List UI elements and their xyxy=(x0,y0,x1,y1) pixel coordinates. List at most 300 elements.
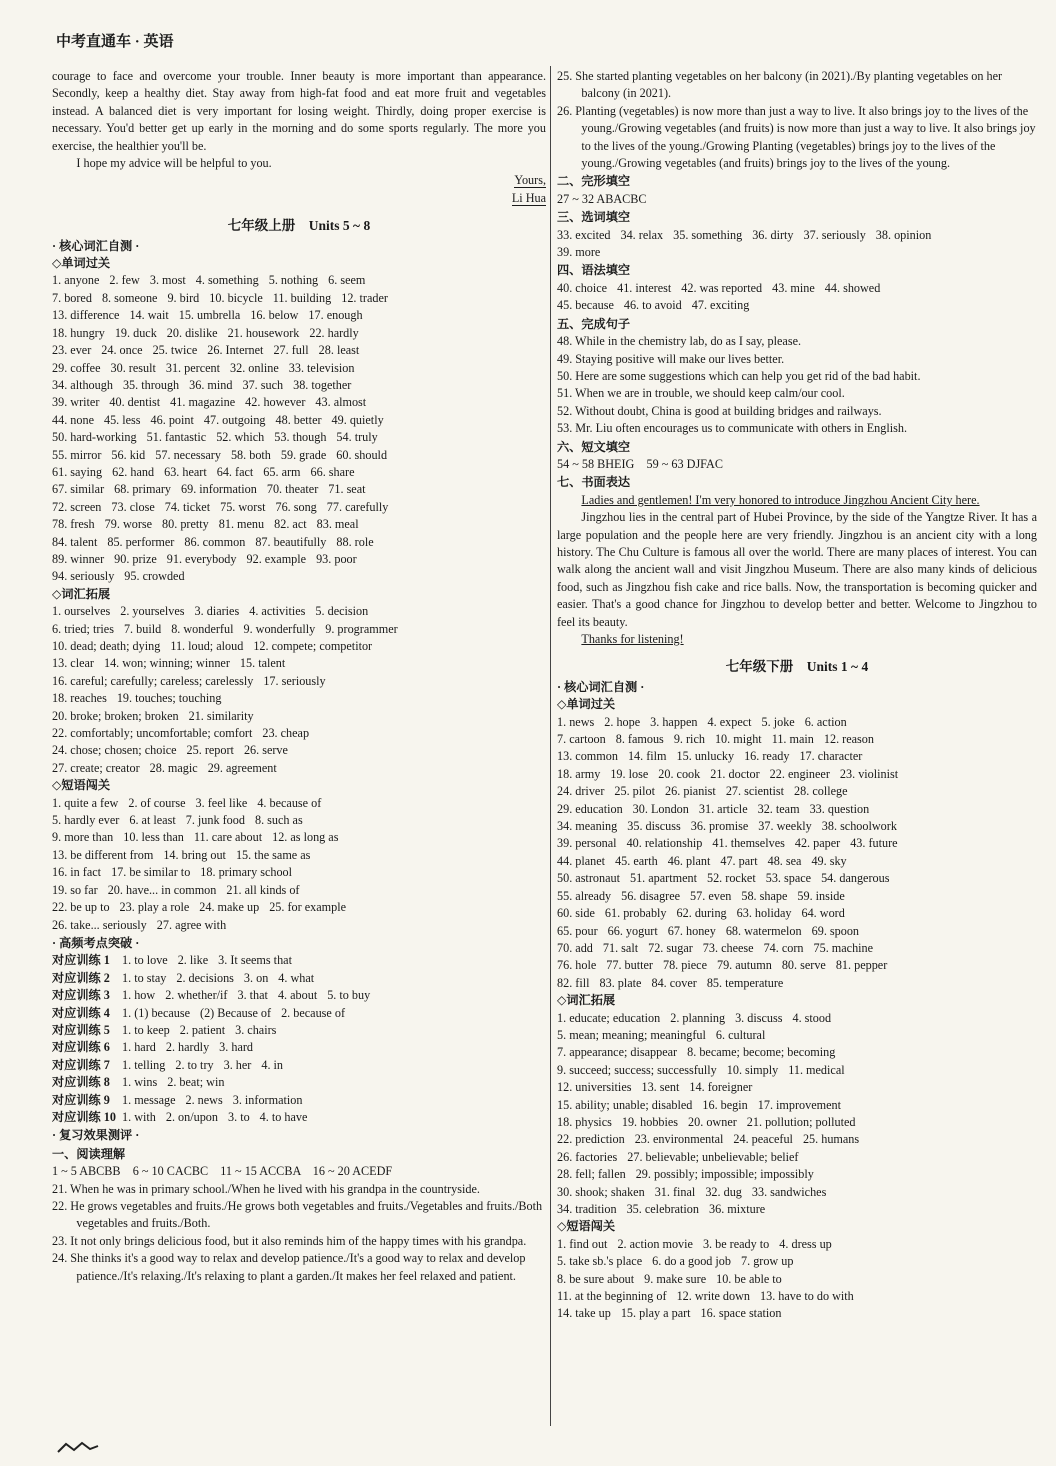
answer-item: 68. primary xyxy=(114,482,172,497)
answer-item: 13. have to do with xyxy=(760,1289,854,1304)
answer-item: 79. autumn xyxy=(716,958,772,973)
answer-item: 5. decision xyxy=(315,604,369,619)
answer-row xyxy=(557,975,1037,992)
answer-item: 15. unlucky xyxy=(676,749,735,764)
answer-item: 66. share xyxy=(310,464,355,479)
answer-item: 2. patient xyxy=(179,1022,226,1037)
answer-item: 21. pollution; polluted xyxy=(746,1114,856,1129)
answer-item: 3. It seems that xyxy=(218,953,292,968)
answer-item: 8. someone xyxy=(101,290,158,305)
answer-item: 24. make up xyxy=(199,900,260,915)
answer-item: 39. more xyxy=(557,245,601,260)
answer-item: 5. joke xyxy=(761,714,795,729)
answer-item: 22. be up to xyxy=(52,900,110,915)
answer-row xyxy=(52,708,546,725)
answer-item: 23. play a role xyxy=(119,900,190,915)
answer-item: 28. least xyxy=(318,343,360,358)
answer-item: 4. what xyxy=(278,970,315,985)
answer-item: 3. chairs xyxy=(235,1022,277,1037)
unit-title: 七年级上册 Units 5 ~ 8 xyxy=(227,218,371,234)
answer-item: 2. to try xyxy=(175,1057,214,1072)
answer-row xyxy=(52,272,546,289)
answer-item: 36. mixture xyxy=(709,1202,766,1216)
answer-row xyxy=(52,290,546,307)
answer-row xyxy=(52,829,546,846)
answer-item: 25. She started planting vegetables on her balcony (in 2021)./By planting vegetables on her balcony (in 2021). xyxy=(557,69,1003,101)
drill-row xyxy=(52,1039,546,1056)
answer-item: 76. song xyxy=(275,499,317,514)
answer-item: 80. serve xyxy=(781,958,826,973)
answer-item: 27. full xyxy=(273,343,309,358)
answer-row xyxy=(557,1062,1037,1079)
answer-item: 77. carefully xyxy=(326,499,389,514)
cloze-answers: 27 ~ 32 ABACBC xyxy=(557,191,647,206)
answer-item: 11. main xyxy=(771,732,814,747)
answer-item: 56. disagree xyxy=(621,888,681,903)
section-title: · 高频考点突破 · xyxy=(52,935,140,950)
answer-item: 10. bicycle xyxy=(209,290,263,305)
drill-row xyxy=(52,1109,546,1126)
answer-item: 44. showed xyxy=(824,280,881,295)
answer-item: 82. fill xyxy=(557,975,590,990)
answer-row xyxy=(557,1149,1037,1166)
essay-paragraph: I hope my advice will be helpful to you. xyxy=(76,156,272,171)
answer-row xyxy=(557,1079,1037,1096)
answer-item: 1. with xyxy=(122,1109,156,1124)
section-heading: 四、语法填空 xyxy=(557,263,631,278)
answer-item: 10. simply xyxy=(726,1062,779,1077)
answer-item: 80. pretty xyxy=(162,517,209,532)
answer-row xyxy=(557,1027,1037,1044)
answer-row xyxy=(52,812,546,829)
answer-item: 70. theater xyxy=(266,482,319,497)
answer-item: 2. yourselves xyxy=(120,604,185,619)
answer-item: 79. worse xyxy=(104,517,153,532)
answer-item: 27. agree with xyxy=(156,917,227,932)
drill-row xyxy=(52,1022,546,1039)
answer-row xyxy=(557,297,1037,314)
answer-item: 57. necessary xyxy=(155,447,221,462)
answer-item: 5. take sb.'s place xyxy=(557,1254,643,1269)
answer-row xyxy=(557,957,1037,974)
answer-item: 89. winner xyxy=(52,551,105,566)
answer-item: 74. ticket xyxy=(164,499,211,514)
answer-row xyxy=(52,638,546,655)
answer-item: 53. space xyxy=(765,871,812,886)
answer-item: 73. close xyxy=(111,499,155,514)
answer-row xyxy=(557,1044,1037,1061)
answer-item: 88. role xyxy=(336,534,374,549)
answer-item: 10. less than xyxy=(123,830,184,845)
answer-item: 38. schoolwork xyxy=(821,819,897,834)
answer-item: 15. play a part xyxy=(620,1306,691,1321)
answer-item: 35. through xyxy=(122,377,180,392)
answer-item: 85. performer xyxy=(107,534,175,549)
answer-item: 14. film xyxy=(627,749,667,764)
answer-item: 27. believable; unbelievable; belief xyxy=(627,1149,799,1164)
answer-item: 1. anyone xyxy=(52,273,100,288)
answer-item: 1. wins xyxy=(122,1075,158,1090)
answer-row xyxy=(52,551,546,568)
answer-item: 38. opinion xyxy=(875,227,932,242)
answer-item: 11. loud; aloud xyxy=(170,639,244,653)
answer-item: 22. comfortably; uncomfortable; comfort xyxy=(52,726,253,741)
answer-item: 3. most xyxy=(149,273,186,288)
answer-item: 8. wonderful xyxy=(171,621,234,636)
answer-item: 61. saying xyxy=(52,464,103,479)
answer-item: 45. because xyxy=(557,298,614,313)
answer-item: 36. mind xyxy=(189,377,233,392)
answer-item: 28. college xyxy=(794,784,848,799)
answer-item: 8. such as xyxy=(254,813,303,828)
answer-item: 18. army xyxy=(557,766,601,781)
answer-row xyxy=(52,864,546,881)
answer-item: 63. heart xyxy=(164,464,207,479)
answer-item: 92. example xyxy=(246,551,307,566)
answer-row xyxy=(52,307,546,324)
answer-item: 48. sea xyxy=(767,853,802,868)
answer-item: 50. hard-working xyxy=(52,430,137,445)
answer-item: 75. machine xyxy=(813,940,874,955)
answer-row xyxy=(52,464,546,481)
subsection-title: ◇ 词汇拓展 xyxy=(52,586,546,603)
answer-item: 95. crowded xyxy=(124,569,185,584)
answer-item: 9. more than xyxy=(52,830,114,845)
answer-item: 72. screen xyxy=(52,499,102,514)
section-heading: 五、完成句子 xyxy=(557,316,631,331)
answer-item: 17. seriously xyxy=(263,673,326,688)
answer-item: 53. though xyxy=(274,430,327,445)
answer-item: 34. tradition xyxy=(557,1202,617,1216)
answer-item: 4. expect xyxy=(707,714,752,729)
answer-item: 3. be ready to xyxy=(702,1236,770,1251)
answer-row xyxy=(557,835,1037,852)
answer-item: 16. below xyxy=(250,308,299,323)
answer-item: 22. engineer xyxy=(769,766,830,781)
answer-item: 26. serve xyxy=(243,743,288,758)
answer-item: 15. talent xyxy=(239,656,286,671)
answer-item: 40. choice xyxy=(557,280,608,295)
answer-row xyxy=(557,853,1037,870)
answer-item: 83. meal xyxy=(316,517,359,532)
answer-item: 3. information xyxy=(232,1092,303,1107)
answer-item: 3. on xyxy=(243,970,269,985)
answer-row xyxy=(52,795,546,812)
answer-item: 1. educate; education xyxy=(557,1010,661,1025)
answer-item: 32. team xyxy=(757,801,800,816)
answer-item: 4. in xyxy=(261,1057,284,1072)
answer-item: 7. grow up xyxy=(741,1254,794,1269)
answer-item: 39. writer xyxy=(52,395,100,410)
answer-item: 70. add xyxy=(557,940,593,955)
answer-item: 29. possibly; impossible; impossibly xyxy=(635,1167,814,1182)
drill-label: 对应训练 2 xyxy=(52,970,110,985)
answer-item: 47. part xyxy=(720,853,758,868)
drill-label: 对应训练 7 xyxy=(52,1057,110,1072)
answer-item: 34. relax xyxy=(620,227,664,242)
answer-item: 46. to avoid xyxy=(623,298,682,313)
answer-item: 20. cook xyxy=(658,766,701,781)
answer-item: 84. cover xyxy=(651,975,697,990)
answer-row xyxy=(52,534,546,551)
grammar-block xyxy=(557,297,1037,314)
answer-item: 69. information xyxy=(181,482,257,497)
answer-item: 11. care about xyxy=(193,830,263,845)
answer-item: 7. build xyxy=(123,621,162,636)
answer-item: 26. take... seriously xyxy=(52,917,147,932)
answer-item: 19. touches; touching xyxy=(116,691,222,706)
drill-label: 对应训练 6 xyxy=(52,1040,110,1055)
answer-row xyxy=(52,360,546,377)
answer-item: 20. owner xyxy=(688,1114,737,1129)
answer-item: 65. pour xyxy=(557,923,598,938)
answer-item: 18. hungry xyxy=(52,325,105,340)
answer-item: 15. ability; unable; disabled xyxy=(557,1097,693,1112)
answer-item: 6. seem xyxy=(328,273,366,288)
answer-item: 6. cultural xyxy=(715,1027,766,1042)
answer-item: 30. shook; shaken xyxy=(557,1184,645,1199)
answer-item: 45. earth xyxy=(615,853,658,868)
answer-item: 26. factories xyxy=(557,1149,618,1164)
answer-item: 22. He grows vegetables and fruits./He grows both vegetables and fruits./Vegetables and fruits./Both vegetables and fruits./Both. xyxy=(52,1199,543,1231)
drill-row xyxy=(52,987,546,1004)
unit-title: 七年级下册 Units 1 ~ 4 xyxy=(725,659,869,675)
answer-item: 37. weekly xyxy=(758,819,812,834)
answer-row xyxy=(52,655,546,672)
answer-item: 20. have... in common xyxy=(107,882,217,897)
answer-item: 81. pepper xyxy=(835,958,888,973)
answer-item: 26. pianist xyxy=(665,784,716,799)
answer-item: 24. once xyxy=(101,343,143,358)
answer-item: 13. difference xyxy=(52,308,120,323)
sentence-answer: 52. Without doubt, China is good at building bridges and railways. xyxy=(557,403,882,418)
answer-row xyxy=(557,1097,1037,1114)
answer-item: 83. plate xyxy=(599,975,642,990)
answer-item: 9. programmer xyxy=(325,621,398,636)
answer-item: 25. report xyxy=(186,743,234,758)
answer-item: 4. something xyxy=(195,273,259,288)
single-words-block xyxy=(52,272,546,585)
drill-label: 对应训练 8 xyxy=(52,1075,110,1090)
answer-item: 22. prediction xyxy=(557,1132,625,1147)
answer-row xyxy=(557,280,1037,297)
answer-item: 12. write down xyxy=(676,1289,751,1304)
answer-item: 16. begin xyxy=(702,1097,748,1112)
answer-item: 62. hand xyxy=(112,464,155,479)
answer-item: 21. similarity xyxy=(188,708,254,723)
answer-item: 85. temperature xyxy=(706,975,784,990)
answer-item: 4. about xyxy=(277,988,318,1003)
answer-item: 35. celebration xyxy=(626,1202,699,1216)
answer-item: 7. junk food xyxy=(185,813,245,828)
answer-item: 1. ourselves xyxy=(52,604,111,619)
signature-name: Li Hua xyxy=(511,190,546,205)
answer-item: 49. quietly xyxy=(331,412,384,427)
answer-item: 84. talent xyxy=(52,534,98,549)
answer-item: 56. kid xyxy=(111,447,146,462)
answer-item: 32. dug xyxy=(705,1184,742,1199)
answer-item: 30. London xyxy=(632,801,689,816)
subsection-title: ◇ 单词过关 xyxy=(557,696,1037,713)
drill-row xyxy=(52,970,546,987)
answer-item: 8. famous xyxy=(615,732,664,747)
drill-row xyxy=(52,1092,546,1109)
answer-item: 2. because of xyxy=(281,1005,346,1020)
answer-item: 24. chose; chosen; choice xyxy=(52,743,177,758)
answer-item: 24. peaceful xyxy=(733,1132,793,1147)
answer-row xyxy=(557,870,1037,887)
drill-label: 对应训练 4 xyxy=(52,1005,110,1020)
answer-row xyxy=(52,603,546,620)
answer-item: 34. although xyxy=(52,377,113,392)
answer-item: 75. worst xyxy=(220,499,266,514)
answer-item: 21. all kinds of xyxy=(226,882,300,897)
drill-label: 对应训练 3 xyxy=(52,988,110,1003)
answer-item: 6. do a good job xyxy=(652,1254,731,1269)
answer-item: 6. at least xyxy=(129,813,176,828)
answer-item: 82. act xyxy=(274,517,307,532)
answer-item: 16. in fact xyxy=(52,865,102,880)
answer-row xyxy=(52,447,546,464)
answer-item: 12. trader xyxy=(341,290,388,305)
subsection-title: ◇ 短语闯关 xyxy=(52,777,546,794)
answer-item: 4. activities xyxy=(249,604,306,619)
answer-item: 21. housework xyxy=(227,325,300,340)
answer-row xyxy=(557,783,1037,800)
answer-item: 1. quite a few xyxy=(52,795,119,810)
answer-row xyxy=(52,377,546,394)
answer-item: 24. driver xyxy=(557,784,605,799)
answer-item: 61. probably xyxy=(604,906,667,921)
answer-item: 5. to buy xyxy=(327,988,371,1003)
grammar-block xyxy=(557,280,1037,297)
answer-item: 4. to have xyxy=(259,1109,308,1124)
answer-row xyxy=(557,766,1037,783)
answer-item: 33. excited xyxy=(557,227,611,242)
answer-row xyxy=(52,429,546,446)
answer-item: 10. dead; death; dying xyxy=(52,639,161,653)
answer-row xyxy=(557,244,1037,261)
answer-item: 39. personal xyxy=(557,836,617,851)
answer-item: 2. beat; win xyxy=(167,1075,225,1090)
answer-item: 4. because of xyxy=(257,795,322,810)
answer-item: 27. create; creator xyxy=(52,760,140,775)
answer-item: 12. as long as xyxy=(272,830,339,845)
answer-item: 52. which xyxy=(216,430,265,445)
answer-item: 74. corn xyxy=(763,940,804,955)
answer-item: 33. sandwiches xyxy=(751,1184,827,1199)
page-header: 中考直通车 · 英语 xyxy=(56,34,174,50)
answer-row xyxy=(557,888,1037,905)
answer-row xyxy=(52,325,546,342)
answer-item: 19. duck xyxy=(114,325,157,340)
fill-block xyxy=(557,227,1037,244)
answer-item: 38. together xyxy=(293,377,352,392)
drill-block xyxy=(52,952,546,1126)
answer-item: 4. dress up xyxy=(779,1236,832,1251)
answer-item: 25. for example xyxy=(269,900,347,915)
answer-item: 57. even xyxy=(690,888,732,903)
answer-item: 2. action movie xyxy=(617,1236,693,1251)
answer-item: 60. should xyxy=(336,447,388,462)
answer-row xyxy=(52,516,546,533)
sentence-answer: 51. When we are in trouble, we should keep calm/our cool. xyxy=(557,386,845,401)
answer-item: 24. She thinks it's a good way to relax and develop patience./It's a good way to relax and develop patience./It's relaxing./It's relaxing to plant a garden./It makes her feel relaxed and patient. xyxy=(52,1251,526,1283)
answer-item: 64. word xyxy=(801,906,845,921)
answer-item: 5. hardly ever xyxy=(52,813,120,828)
answer-item: 9. rich xyxy=(673,732,705,747)
answer-item: 11. medical xyxy=(788,1062,845,1077)
answer-item: 16. ready xyxy=(744,749,790,764)
word-extension-block xyxy=(52,603,546,777)
answer-item: 71. salt xyxy=(602,940,639,955)
signature-closing: Yours, xyxy=(514,173,546,188)
answer-row xyxy=(557,1201,1037,1218)
answer-item: 23. cheap xyxy=(262,726,310,741)
answer-item: 21. doctor xyxy=(710,766,760,781)
answer-item: 41. magazine xyxy=(170,395,236,410)
answer-item: 19. so far xyxy=(52,882,98,897)
answer-item: 25. twice xyxy=(152,343,198,358)
answer-item: 22. hardly xyxy=(309,325,359,340)
answer-item: 2. decisions xyxy=(176,970,234,985)
answer-item: 31. final xyxy=(654,1184,696,1199)
answer-item: 6. action xyxy=(804,714,847,729)
answer-item: 58. shape xyxy=(741,888,788,903)
answer-item: 28. magic xyxy=(149,760,198,775)
answer-item: 1. (1) because xyxy=(122,1005,191,1020)
answer-row xyxy=(52,760,546,777)
answer-row xyxy=(52,690,546,707)
drill-label: 对应训练 10 xyxy=(52,1109,116,1124)
answer-item: 15. the same as xyxy=(235,847,311,862)
answer-item: 3. that xyxy=(237,988,268,1003)
answer-item: 36. dirty xyxy=(752,227,794,242)
answer-item: 37. seriously xyxy=(803,227,866,242)
answer-item: 43. mine xyxy=(772,280,815,295)
answer-row xyxy=(52,481,546,498)
answer-item: 81. menu xyxy=(218,517,265,532)
answer-item: 44. none xyxy=(52,412,94,427)
answer-row xyxy=(557,1288,1037,1305)
answer-item: 33. television xyxy=(288,360,355,375)
answer-item: 11. building xyxy=(272,290,332,305)
answer-item: 91. everybody xyxy=(166,551,237,566)
answer-item: 41. interest xyxy=(617,280,672,295)
answer-item: 13. be different from xyxy=(52,847,154,862)
answer-item: 9. wonderfully xyxy=(243,621,316,636)
subsection-title: ◇ 短语闯关 xyxy=(557,1218,1037,1235)
answer-row xyxy=(557,1236,1037,1253)
answer-item: 35. discuss xyxy=(627,819,681,834)
answer-item: 50. astronaut xyxy=(557,871,620,886)
drill-label: 对应训练 5 xyxy=(52,1022,110,1037)
answer-item: 23. ever xyxy=(52,343,92,358)
answer-item: 87. beautifully xyxy=(255,534,327,549)
answer-item: 36. promise xyxy=(690,819,749,834)
answer-item: 1. hard xyxy=(122,1040,156,1055)
sentence-answer: 53. Mr. Liu often encourages us to communicate with others in English. xyxy=(557,421,907,436)
answer-row xyxy=(557,1253,1037,1270)
answer-item: 47. outgoing xyxy=(203,412,266,427)
answer-row xyxy=(557,818,1037,835)
sentence-answer: 48. While in the chemistry lab, do as I say, please. xyxy=(557,334,802,349)
answer-item: (2) Because of xyxy=(200,1005,272,1020)
section-heading: 三、选词填空 xyxy=(557,210,631,225)
answer-item: 86. common xyxy=(184,534,246,549)
answer-row xyxy=(52,882,546,899)
answer-item: 5. nothing xyxy=(268,273,319,288)
